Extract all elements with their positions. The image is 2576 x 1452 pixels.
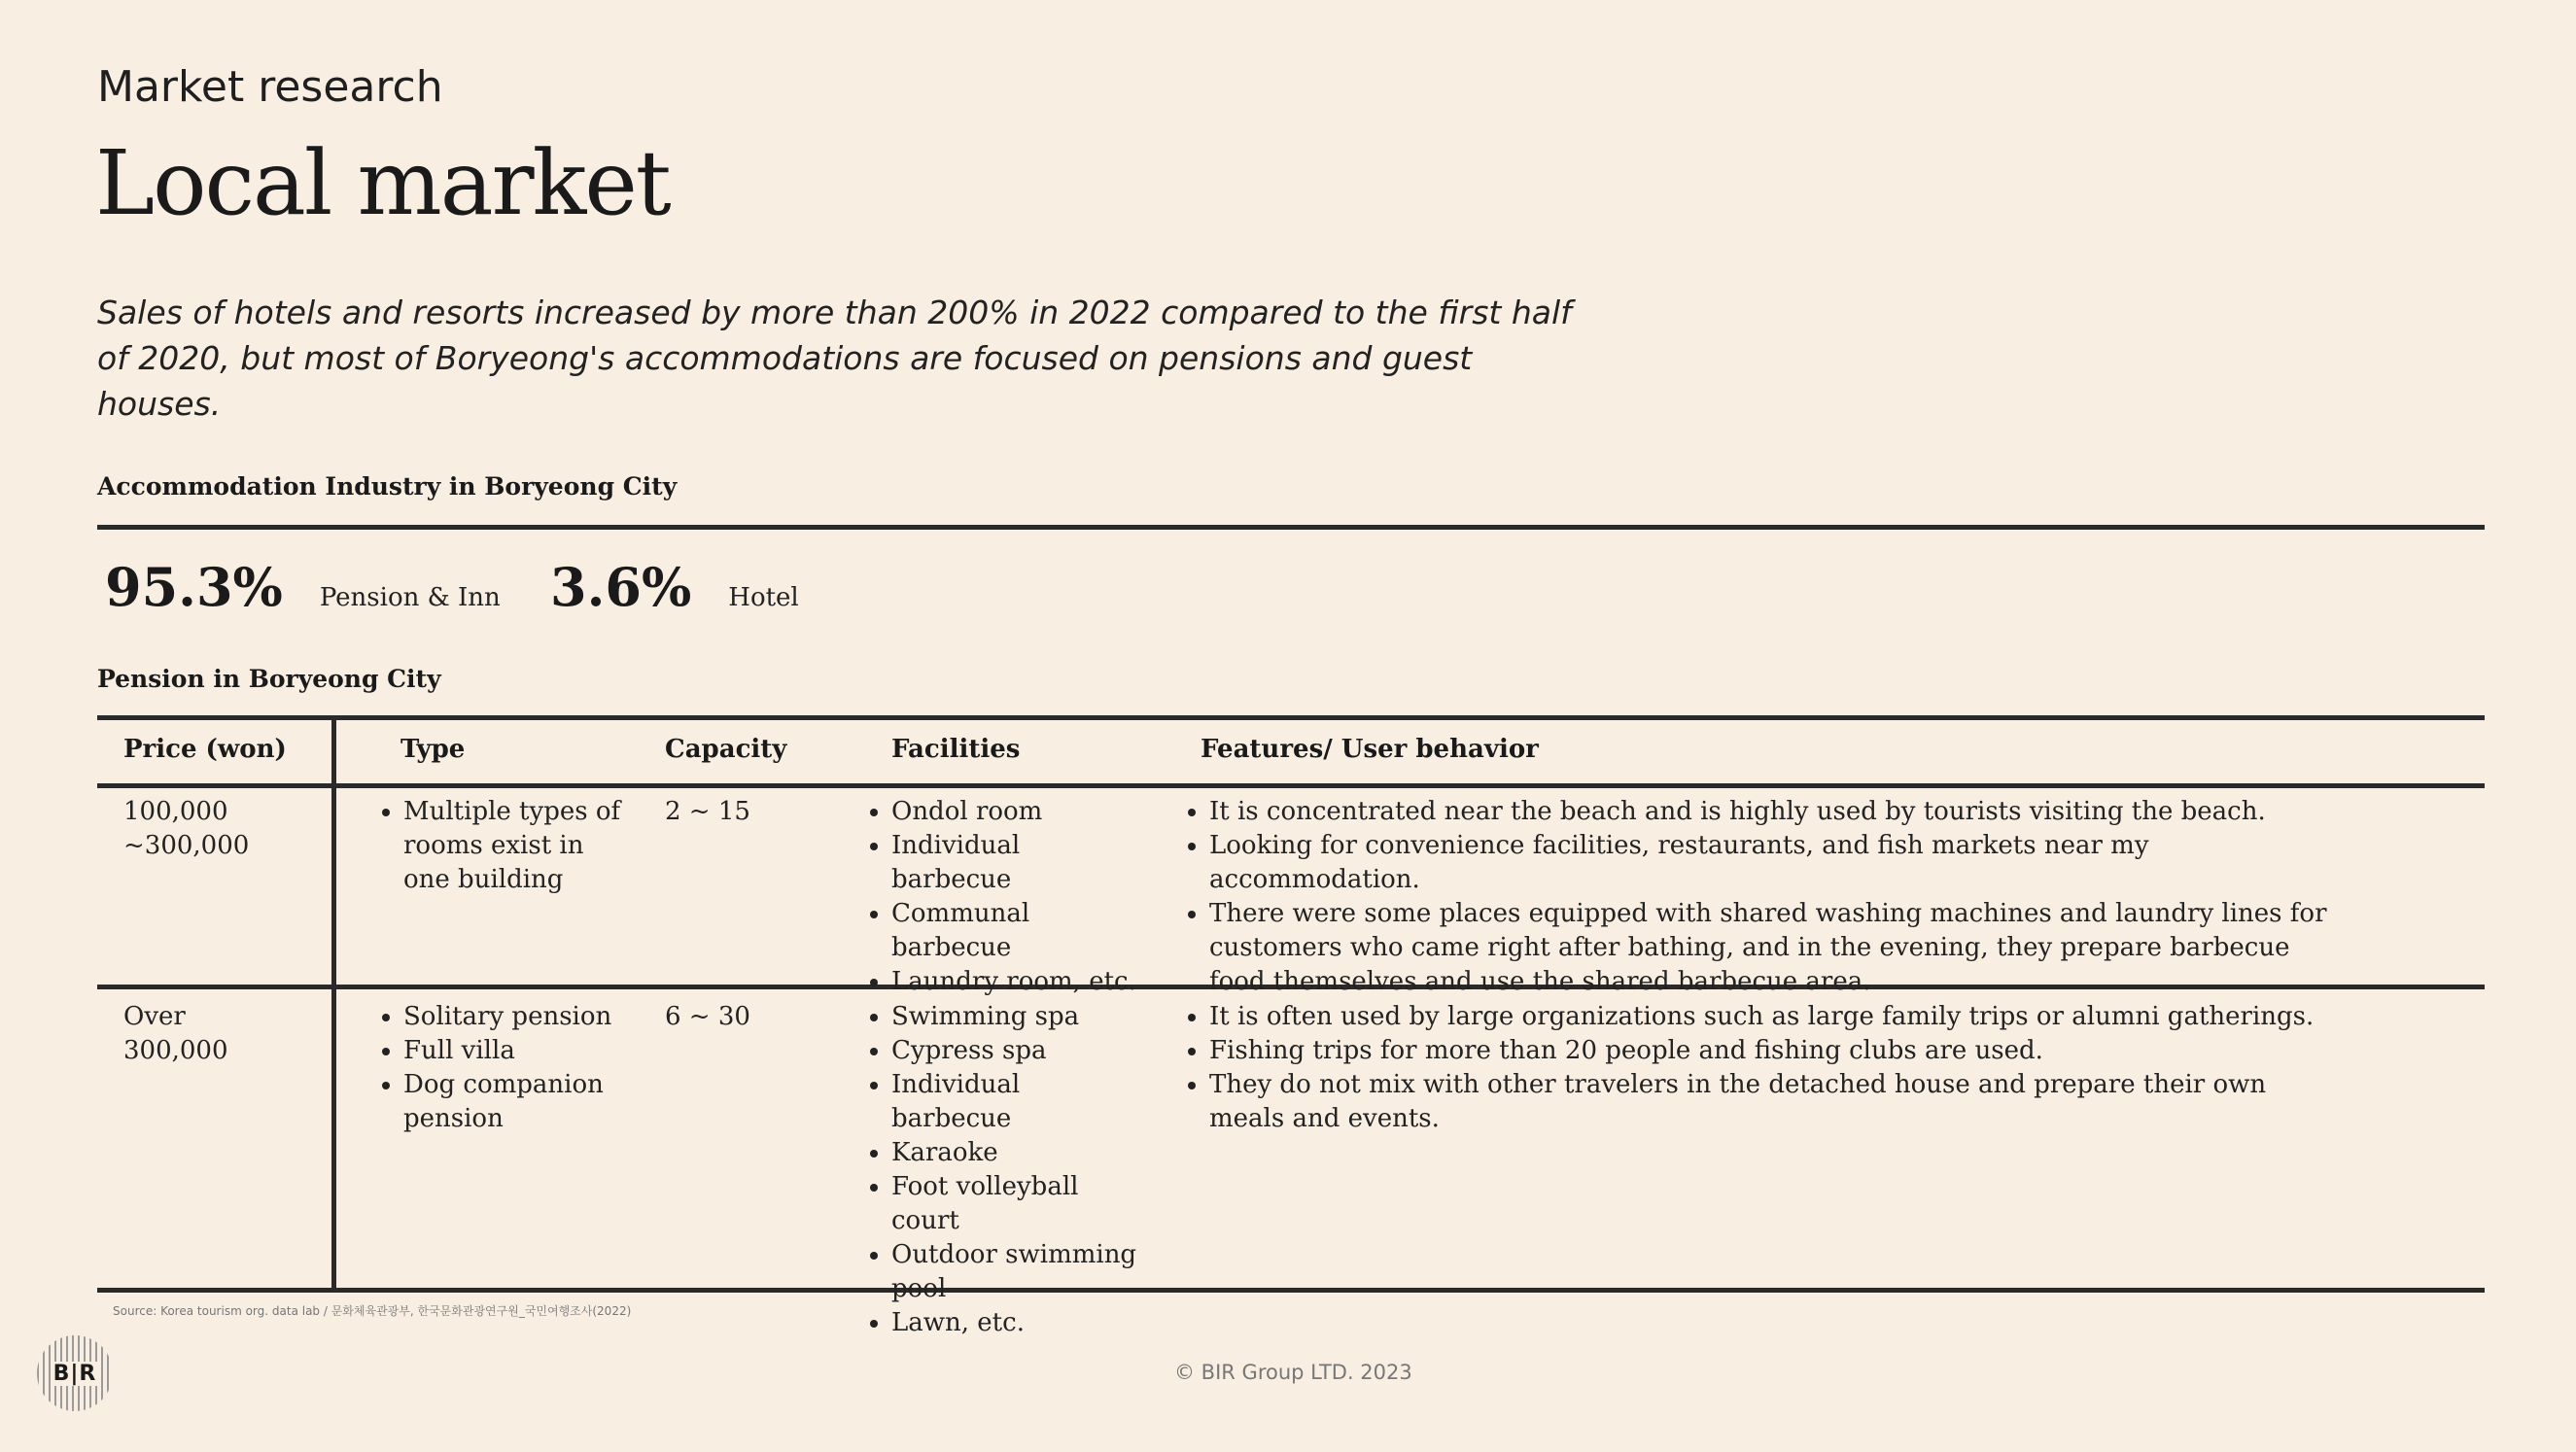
stat-value: 3.6% bbox=[550, 556, 692, 618]
list-item: • Fishing trips for more than 20 people and fishing clubs are used. bbox=[1209, 1034, 2347, 1068]
list-item: • Full villa bbox=[403, 1034, 627, 1068]
list-item: • Communal barbecue bbox=[891, 897, 1144, 965]
list-item: • Lawn, etc. bbox=[891, 1306, 1144, 1340]
list-item: • They do not mix with other travelers in the detached house and prepare their own meals and events. bbox=[1209, 1068, 2347, 1136]
price-cell bbox=[123, 1000, 318, 1068]
list-item: • Individual barbecue bbox=[891, 1068, 1144, 1136]
pension-heading: Pension in Boryeong City bbox=[97, 665, 441, 693]
column-header-price: Price (won) bbox=[123, 735, 287, 764]
price-line: Over bbox=[123, 1002, 186, 1031]
table-bottom-rule bbox=[97, 1288, 2485, 1293]
type-cell bbox=[374, 795, 627, 897]
stat-pension bbox=[105, 556, 501, 618]
list-item: • Laundry room, etc. bbox=[891, 965, 1144, 999]
page-title: Local market bbox=[95, 131, 670, 235]
facilities-cell bbox=[862, 1000, 1144, 1340]
company-logo bbox=[37, 1335, 113, 1411]
stat-label: Pension & Inn bbox=[319, 583, 501, 612]
divider bbox=[97, 525, 2485, 530]
stat-label: Hotel bbox=[728, 583, 799, 612]
list-item: • Dog companion pension bbox=[403, 1068, 627, 1136]
column-header-type: Type bbox=[400, 735, 466, 764]
features-cell bbox=[1180, 1000, 2347, 1136]
list-item: • Looking for convenience facilities, restaurants, and fish markets near my accommodation. bbox=[1209, 829, 2347, 897]
column-header-features: Features/ User behavior bbox=[1201, 735, 1539, 764]
list-item: • Individual barbecue bbox=[891, 829, 1144, 897]
list-item: • Solitary pension bbox=[403, 1000, 627, 1034]
capacity-cell: 2 ~ 15 bbox=[665, 797, 750, 826]
price-line: ~300,000 bbox=[123, 831, 250, 860]
list-item: • It is concentrated near the beach and is highly used by tourists visiting the beach. bbox=[1209, 795, 2347, 829]
accommodation-heading: Accommodation Industry in Boryeong City bbox=[97, 472, 678, 501]
copyright: © BIR Group LTD. 2023 bbox=[1174, 1361, 1412, 1384]
capacity-cell: 6 ~ 30 bbox=[665, 1002, 750, 1031]
price-cell bbox=[123, 795, 318, 863]
section-label: Market research bbox=[97, 62, 443, 112]
list-item: • Multiple types of rooms exist in one building bbox=[403, 795, 627, 897]
features-cell bbox=[1180, 795, 2347, 999]
table-header-rule bbox=[97, 783, 2485, 788]
list-item: • Foot volleyball court bbox=[891, 1170, 1144, 1238]
stat-value: 95.3% bbox=[105, 556, 283, 618]
table-top-rule bbox=[97, 715, 2485, 720]
summary-text: Sales of hotels and resorts increased by more than 200% in 2022 compared to the first half of 2020, but most of Boryeong's accommodations are focused on pensions and guest houses. bbox=[97, 294, 1572, 423]
column-header-facilities: Facilities bbox=[891, 735, 1021, 764]
list-item: • It is often used by large organizations such as large family trips or alumni gatherings. bbox=[1209, 1000, 2347, 1034]
price-line: 100,000 bbox=[123, 797, 228, 826]
facilities-cell bbox=[862, 795, 1144, 999]
type-cell bbox=[374, 1000, 627, 1136]
logo-text: B|R bbox=[52, 1361, 97, 1386]
list-item: • Swimming spa bbox=[891, 1000, 1144, 1034]
list-item: • There were some places equipped with shared washing machines and laundry lines for customers who came right after bathing, and in the evening, they prepare barbecue food themselves and use the shared barbecue area. bbox=[1209, 897, 2347, 999]
list-item: • Cypress spa bbox=[891, 1034, 1144, 1068]
list-item: • Karaoke bbox=[891, 1136, 1144, 1170]
column-header-capacity: Capacity bbox=[665, 735, 787, 764]
source-note: Source: Korea tourism org. data lab / 문화체육관광부, 한국문화관광연구원_국민여행조사(2022) bbox=[113, 1304, 632, 1318]
table-column-divider bbox=[331, 715, 336, 1293]
list-item: • Outdoor swimming pool bbox=[891, 1238, 1144, 1306]
list-item: • Ondol room bbox=[891, 795, 1144, 829]
stat-hotel bbox=[550, 556, 799, 618]
price-line: 300,000 bbox=[123, 1036, 228, 1065]
